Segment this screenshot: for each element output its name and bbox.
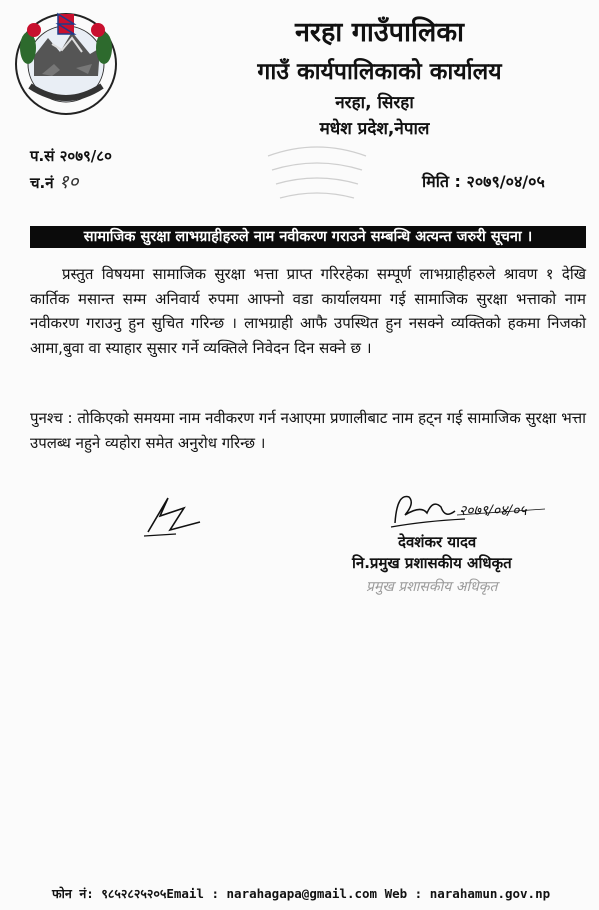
signer-rubber-stamp: प्रमुख प्रशासकीय अधिकृत (366, 579, 498, 595)
signer-name: देवशंकर यादव (398, 533, 477, 551)
dispatch-number-value: १० (58, 171, 79, 193)
office-province: मधेश प्रदेश,नेपाल (319, 119, 430, 139)
signature-date: २०७९/०४/०५ (459, 503, 527, 519)
office-location: नरहा, सिरहा (335, 93, 414, 113)
fiscal-year-value: २०७९/८० (59, 147, 112, 165)
contact-footer: फोन नं: ९८५२८२५२०५Email : narahagapa@gmail.com Web : narahamun.gov.np (52, 886, 551, 901)
left-signature (140, 488, 206, 542)
dispatch-number-reference (30, 168, 79, 194)
date-label: मिति : (422, 172, 461, 191)
notice-paragraph-postscript: पुनश्च : तोकिएको समयमा नाम नवीकरण गर्न नआएमा प्रणालीबाट नाम हट्न गई सामाजिक सुरक्षा भत्ता उपलब्ध नहुने व्यहोरा समेत अनुरोध गरिन्छ । (30, 409, 586, 452)
letter-date (422, 170, 545, 192)
right-signature-with-date (385, 485, 555, 535)
faint-office-stamp (262, 138, 372, 216)
subject-banner: सामाजिक सुरक्षा लाभग्राहीहरुले नाम नवीकरण गराउने सम्बन्धि अत्यन्त जरुरी सूचना । (30, 226, 586, 248)
notice-paragraph-main: प्रस्तुत विषयमा सामाजिक सुरक्षा भत्ता प्राप्त गरिरहेका सम्पूर्ण लाभग्राहीहरुले श्रावण १ देखि कार्तिक मसान्त सम्म अनिवार्य रुपमा आफ्नो वडा कार्यालयमा गई सामाजिक सुरक्षा भत्ताको नाम नवीकरण गराउनु हुन सुचित गरिन्छ । लाभग्राही आफै उपस्थित हुन नसक्ने व्यक्तिको हकमा निजको आमा,बुवा वा स्याहार सुसार गर्ने व्यक्तिले निवेदन दिन सक्ने छ । (30, 265, 586, 357)
fiscal-year-reference (30, 146, 112, 166)
fiscal-year-label: प.सं (30, 147, 55, 165)
municipality-name: नरहा गाउँपालिका (294, 17, 465, 48)
office-name: गाउँ कार्यपालिकाको कार्यालय (257, 59, 502, 85)
signer-title: नि.प्रमुख प्रशासकीय अधिकृत (352, 554, 512, 572)
date-value: २०७९/०४/०५ (466, 172, 545, 191)
nepal-emblem-logo (12, 8, 120, 118)
dispatch-number-label: च.नं (30, 174, 54, 192)
